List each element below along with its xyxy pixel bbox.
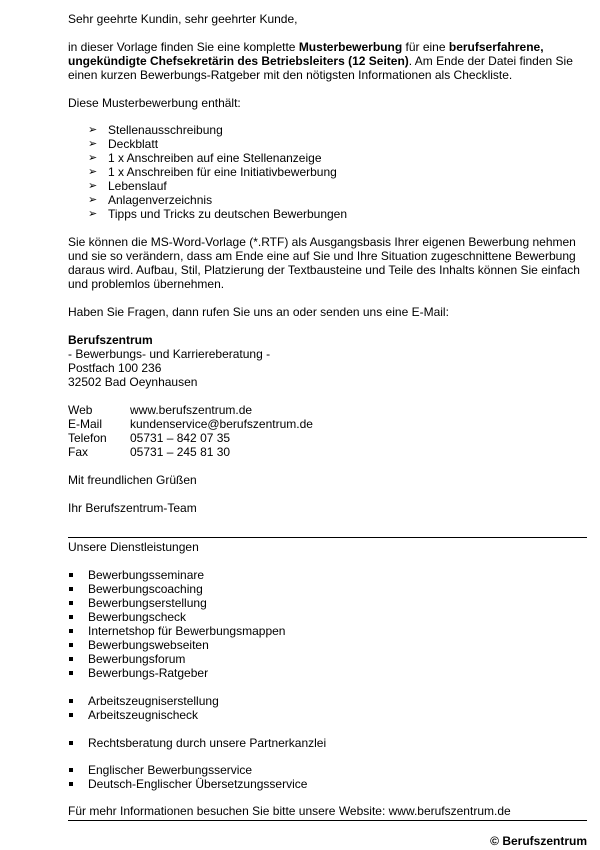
list-item: ➢ 1 x Anschreiben für eine Initiativbewerbung bbox=[88, 165, 337, 179]
list-item: Bewerbungserstellung bbox=[68, 596, 587, 610]
contents-heading: Diese Musterbewerbung enthält: bbox=[68, 96, 241, 110]
usage-paragraph: Sie können die MS-Word-Vorlage (*.RTF) als Ausgangsbasis Ihrer eigenen Bewerbung nehmen und sie so verändern, dass am Ende eine auf Sie und Ihre Situation zugeschnittene Bewerbung daraus wird. Aufbau, Stil, Platzierung der Textbausteine und Teile des Inhalts können Sie einfach und problemlos übernehmen. bbox=[68, 235, 580, 291]
intro-bold-1: Musterbewerbung bbox=[298, 40, 403, 54]
greeting: Sehr geehrte Kundin, sehr geehrter Kunde, bbox=[68, 12, 298, 26]
company-name: Berufszentrum bbox=[68, 333, 153, 347]
contact-row-web: Web www.berufszentrum.de bbox=[68, 403, 253, 417]
services-list bbox=[68, 568, 587, 680]
list-item: Arbeitszeugnischeck bbox=[68, 708, 587, 722]
intro-text-3: . Am Ende der Datei finden Sie einen kurzen Bewerbungs-Ratgeber mit den nötigsten Informationen als Checkliste. bbox=[68, 54, 573, 82]
square-bullet-icon bbox=[69, 587, 73, 591]
square-bullet-icon bbox=[69, 713, 73, 717]
list-item: Internetshop für Bewerbungsmappen bbox=[68, 624, 587, 638]
contact-block bbox=[68, 403, 587, 459]
contact-row-phone: Telefon 05731 – 842 07 35 bbox=[68, 431, 231, 445]
phone-number: 05731 – 842 07 35 bbox=[130, 431, 231, 445]
list-item: Rechtsberatung durch unsere Partnerkanzlei bbox=[68, 736, 587, 750]
square-bullet-icon bbox=[69, 657, 73, 661]
square-bullet-icon bbox=[69, 643, 73, 647]
intro-text-1: in dieser Vorlage finden Sie eine komplette bbox=[68, 40, 299, 54]
divider bbox=[68, 537, 587, 538]
company-tagline: - Bewerbungs- und Karriereberatung - bbox=[68, 347, 271, 361]
list-item: Deutsch-Englischer Übersetzungsservice bbox=[68, 777, 587, 791]
arrow-bullet-icon: ➢ bbox=[88, 208, 98, 220]
list-item: ➢ 1 x Anschreiben auf eine Stellenanzeige bbox=[88, 151, 322, 165]
contact-row-fax: Fax 05731 – 245 81 30 bbox=[68, 445, 231, 459]
services-heading: Unsere Dienstleistungen bbox=[68, 540, 199, 554]
list-item: ➢ Tipps und Tricks zu deutschen Bewerbungen bbox=[88, 207, 348, 221]
document-body bbox=[68, 12, 587, 791]
square-bullet-icon bbox=[69, 782, 73, 786]
square-bullet-icon bbox=[69, 699, 73, 703]
square-bullet-icon bbox=[69, 629, 73, 633]
more-info-footer bbox=[68, 804, 587, 821]
signature: Ihr Berufszentrum-Team bbox=[68, 501, 197, 515]
company-city: 32502 Bad Oeynhausen bbox=[68, 375, 198, 389]
contact-row-email: E-Mail kundenservice@berufszentrum.de bbox=[68, 417, 313, 431]
list-item: ➢ Anlagenverzeichnis bbox=[88, 193, 213, 207]
list-item: Bewerbungsseminare bbox=[68, 568, 587, 582]
more-info-text: Für mehr Informationen besuchen Sie bitte unsere Website: www.berufszentrum.de bbox=[68, 804, 511, 818]
list-item: Bewerbungscheck bbox=[68, 610, 587, 624]
square-bullet-icon bbox=[69, 741, 73, 745]
arrow-bullet-icon: ➢ bbox=[88, 138, 98, 150]
intro-bold-2: berufserfahrene, ungekündigte Chefsekretärin des Betriebsleiters (12 Seiten) bbox=[68, 40, 544, 68]
list-item: Englischer Bewerbungsservice bbox=[68, 763, 587, 777]
square-bullet-icon bbox=[69, 601, 73, 605]
fax-number: 05731 – 245 81 30 bbox=[130, 445, 231, 459]
closing: Mit freundlichen Grüßen bbox=[68, 473, 197, 487]
web-link[interactable]: www.berufszentrum.de bbox=[130, 403, 253, 417]
intro-text-2: für eine bbox=[402, 40, 449, 54]
list-item: Bewerbungswebseiten bbox=[68, 638, 587, 652]
list-item: ➢ Lebenslauf bbox=[88, 179, 167, 193]
list-item: Bewerbungsforum bbox=[68, 652, 587, 666]
services-list bbox=[68, 694, 587, 722]
questions-paragraph: Haben Sie Fragen, dann rufen Sie uns an oder senden uns eine E-Mail: bbox=[68, 305, 449, 319]
list-item: ➢ Stellenausschreibung bbox=[88, 123, 223, 137]
arrow-bullet-icon: ➢ bbox=[88, 180, 98, 192]
footer-divider bbox=[68, 820, 587, 821]
arrow-bullet-icon: ➢ bbox=[88, 194, 98, 206]
square-bullet-icon bbox=[69, 573, 73, 577]
arrow-bullet-icon: ➢ bbox=[88, 152, 98, 164]
company-address bbox=[68, 333, 587, 389]
services-list bbox=[68, 736, 587, 750]
arrow-bullet-icon: ➢ bbox=[88, 124, 98, 136]
email-link[interactable]: kundenservice@berufszentrum.de bbox=[130, 417, 313, 431]
square-bullet-icon bbox=[69, 615, 73, 619]
intro-paragraph bbox=[68, 40, 587, 82]
arrow-bullet-icon: ➢ bbox=[88, 166, 98, 178]
list-item: Bewerbungs-Ratgeber bbox=[68, 666, 587, 680]
contents-list bbox=[68, 123, 587, 221]
company-postbox: Postfach 100 236 bbox=[68, 361, 162, 375]
square-bullet-icon bbox=[69, 768, 73, 772]
list-item: Bewerbungscoaching bbox=[68, 582, 587, 596]
list-item: Arbeitszeugniserstellung bbox=[68, 694, 587, 708]
copyright: © Berufszentrum bbox=[490, 834, 587, 848]
services-list bbox=[68, 763, 587, 791]
list-item: ➢ Deckblatt bbox=[88, 137, 159, 151]
square-bullet-icon bbox=[69, 671, 73, 675]
